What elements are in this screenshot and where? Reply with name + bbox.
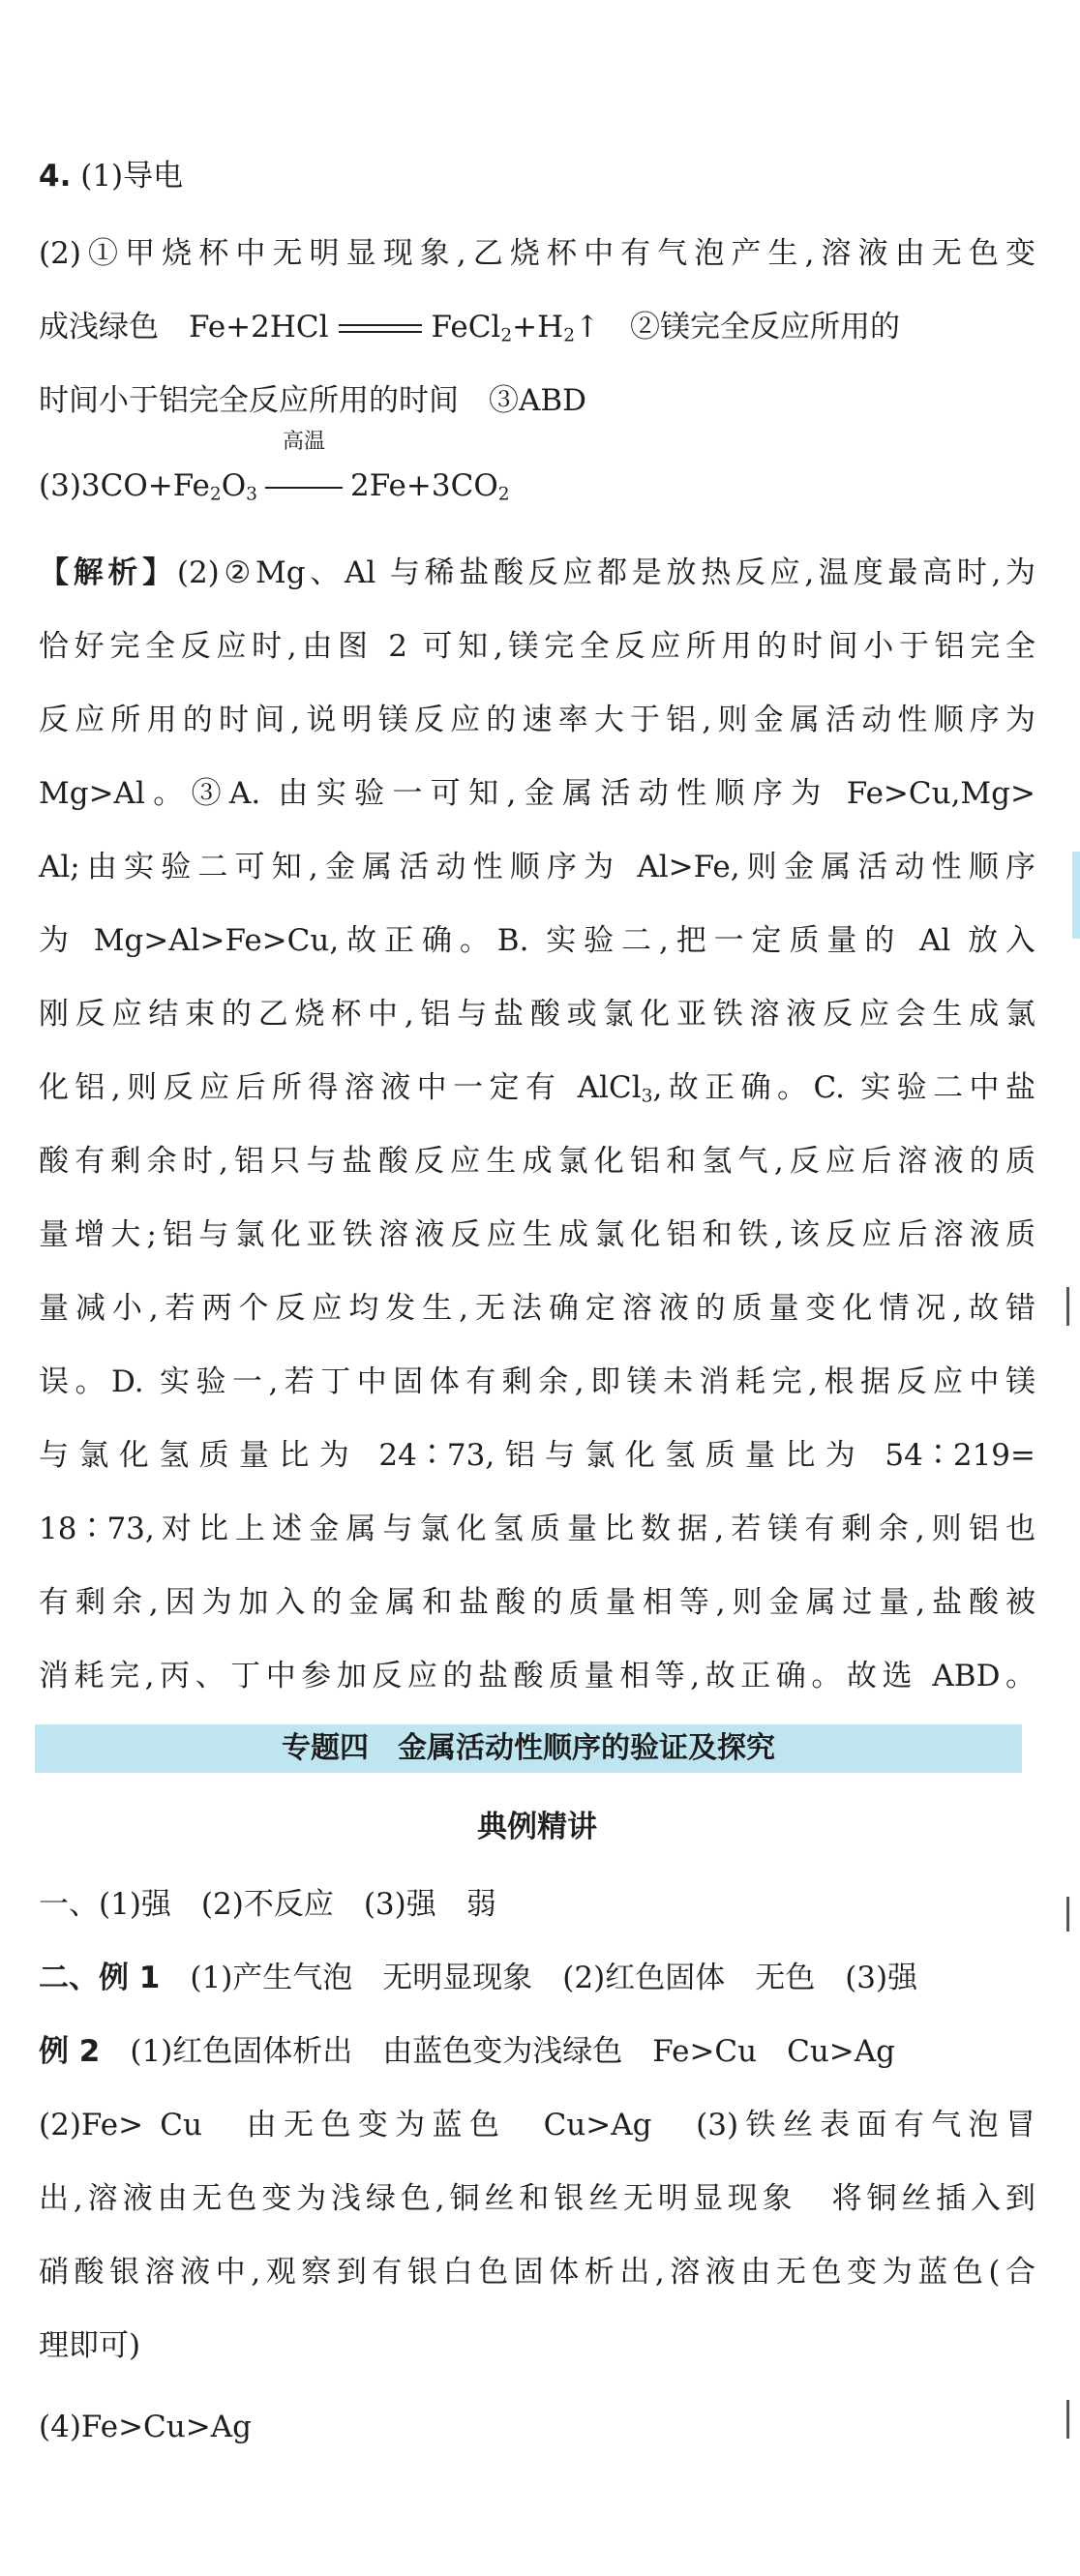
subscript-2: 2 <box>563 325 576 346</box>
subscript-3: 3 <box>641 1086 653 1107</box>
analysis-line-11: 量减小,若两个反应均发生,无法确定溶液的质量变化情况,故错 <box>39 1291 1035 1326</box>
section-subtitle: 典例精讲 <box>477 1810 597 1844</box>
topic-banner: 专题四 金属活动性顺序的验证及探究 <box>35 1724 1022 1773</box>
q4-eq-h: +H <box>512 310 564 344</box>
analysis-line-14: 18∶73,对比上述金属与氯化氢质量比数据,若镁有剩余,则铝也 <box>39 1512 1035 1546</box>
topic-example-1 <box>39 1955 1035 2001</box>
topic-example-2-line-4: 硝酸银溶液中,观察到有银白色固体析出,溶液由无色变为蓝色(合 <box>39 2255 1035 2290</box>
topic-example-2-line-1 <box>39 2028 1035 2075</box>
q4-p3-right: 2Fe+3CO <box>350 468 498 503</box>
q4-eq-fecl: FeCl <box>431 310 501 344</box>
analysis-line-9: 酸有剩余时,铝只与盐酸反应生成氯化铝和氢气,反应后溶液的质 <box>39 1144 1035 1179</box>
subscript-2: 2 <box>497 484 510 505</box>
page-edge-tab <box>1072 852 1080 939</box>
q4-eq-left: 成浅绿色 Fe+2HCl <box>39 310 329 344</box>
q4-line-1 <box>39 153 1035 199</box>
analysis-line-8 <box>39 1064 1035 1111</box>
q4-p3-left: (3)3CO+Fe <box>39 468 210 503</box>
topic-example-2-line-2: (2)Fe> Cu 由无色变为蓝色 Cu>Ag (3)铁丝表面有气泡冒 <box>39 2108 1035 2142</box>
q4-line-2: (2)①甲烧杯中无明显现象,乙烧杯中有气泡产生,溶液由无色变 <box>39 236 1035 271</box>
topic-example-2-line-6: (4)Fe>Cu>Ag <box>39 2410 252 2444</box>
analysis-line-2: 恰好完全反应时,由图 2 可知,镁完全反应所用的时间小于铝完全 <box>39 629 1035 664</box>
edge-mark <box>1066 1897 1069 1932</box>
analysis-line-6: 为 Mg>Al>Fe>Cu,故正确。B. 实验二,把一定质量的 Al 放入 <box>39 923 1035 958</box>
example-1-text: (1)产生气泡 无明显现象 (2)红色固体 无色 (3)强 <box>160 1961 918 1995</box>
q4-equation-line <box>39 304 1035 350</box>
analysis-text-1: (2)②Mg、Al 与稀盐酸反应都是放热反应,温度最高时,为 <box>176 555 1036 590</box>
analysis-text-8b: ,故正确。C. 实验二中盐 <box>652 1070 1035 1105</box>
analysis-line-7: 刚反应结束的乙烧杯中,铝与盐酸或氯化亚铁溶液反应会生成氯 <box>39 997 1035 1032</box>
q4-part1: (1)导电 <box>80 159 184 194</box>
topic-example-2-line-3: 出,溶液由无色变为浅绿色,铜丝和银丝无明显现象 将铜丝插入到 <box>39 2181 1035 2216</box>
example-2-text-1: (1)红色固体析出 由蓝色变为浅绿色 Fe>Cu Cu>Ag <box>100 2034 895 2069</box>
example-2-tag: 例 2 <box>39 2034 101 2069</box>
reaction-condition <box>257 430 350 509</box>
analysis-line-10: 量增大;铝与氯化亚铁溶液反应生成氯化铝和铁,该反应后溶液质 <box>39 1217 1035 1252</box>
analysis-line-4: Mg>Al。③A. 由实验一可知,金属活动性顺序为 Fe>Cu,Mg> <box>39 776 1035 811</box>
edge-mark <box>1066 1287 1069 1326</box>
analysis-line-3: 反应所用的时间,说明镁反应的速率大于铝,则金属活动性顺序为 <box>39 703 1035 737</box>
q4-eq-right: ↑ ②镁完全反应所用的 <box>575 310 901 344</box>
q4-part3 <box>39 430 1035 509</box>
subscript-2: 2 <box>500 325 513 346</box>
reaction-bar <box>265 487 343 489</box>
condition-label: 高温 <box>283 430 326 454</box>
q4-line-4: 时间小于铝完全反应所用的时间 ③ABD <box>39 383 587 418</box>
equals-sign <box>339 324 422 333</box>
topic-example-2-line-5: 理即可) <box>39 2328 141 2363</box>
analysis-line-13: 与氯化氢质量比为 24∶73,铝与氯化氢质量比为 54∶219= <box>39 1438 1035 1473</box>
subscript-2: 2 <box>209 484 222 505</box>
analysis-line-12: 误。D. 实验一,若丁中固体有剩余,即镁未消耗完,根据反应中镁 <box>39 1364 1035 1399</box>
analysis-line-15: 有剩余,因为加入的金属和盐酸的质量相等,则金属过量,盐酸被 <box>39 1585 1035 1620</box>
q4-number: 4. <box>39 159 72 194</box>
topic-answer-1: 一、(1)强 (2)不反应 (3)强 弱 <box>39 1887 496 1922</box>
analysis-line-5: Al;由实验二可知,金属活动性顺序为 Al>Fe,则金属活动性顺序 <box>39 850 1035 884</box>
edge-mark <box>1066 2400 1069 2439</box>
example-1-tag: 二、例 1 <box>39 1961 161 1995</box>
subscript-3: 3 <box>246 484 258 505</box>
q4-p3-o: O <box>221 468 247 503</box>
analysis-text-8a: 化铝,则反应后所得溶液中一定有 AlCl <box>39 1070 642 1105</box>
analysis-line-1 <box>39 550 1035 596</box>
analysis-tag: 【解析】 <box>39 555 177 590</box>
analysis-line-16: 消耗完,丙、丁中参加反应的盐酸质量相等,故正确。故选 ABD。 <box>39 1659 1035 1693</box>
